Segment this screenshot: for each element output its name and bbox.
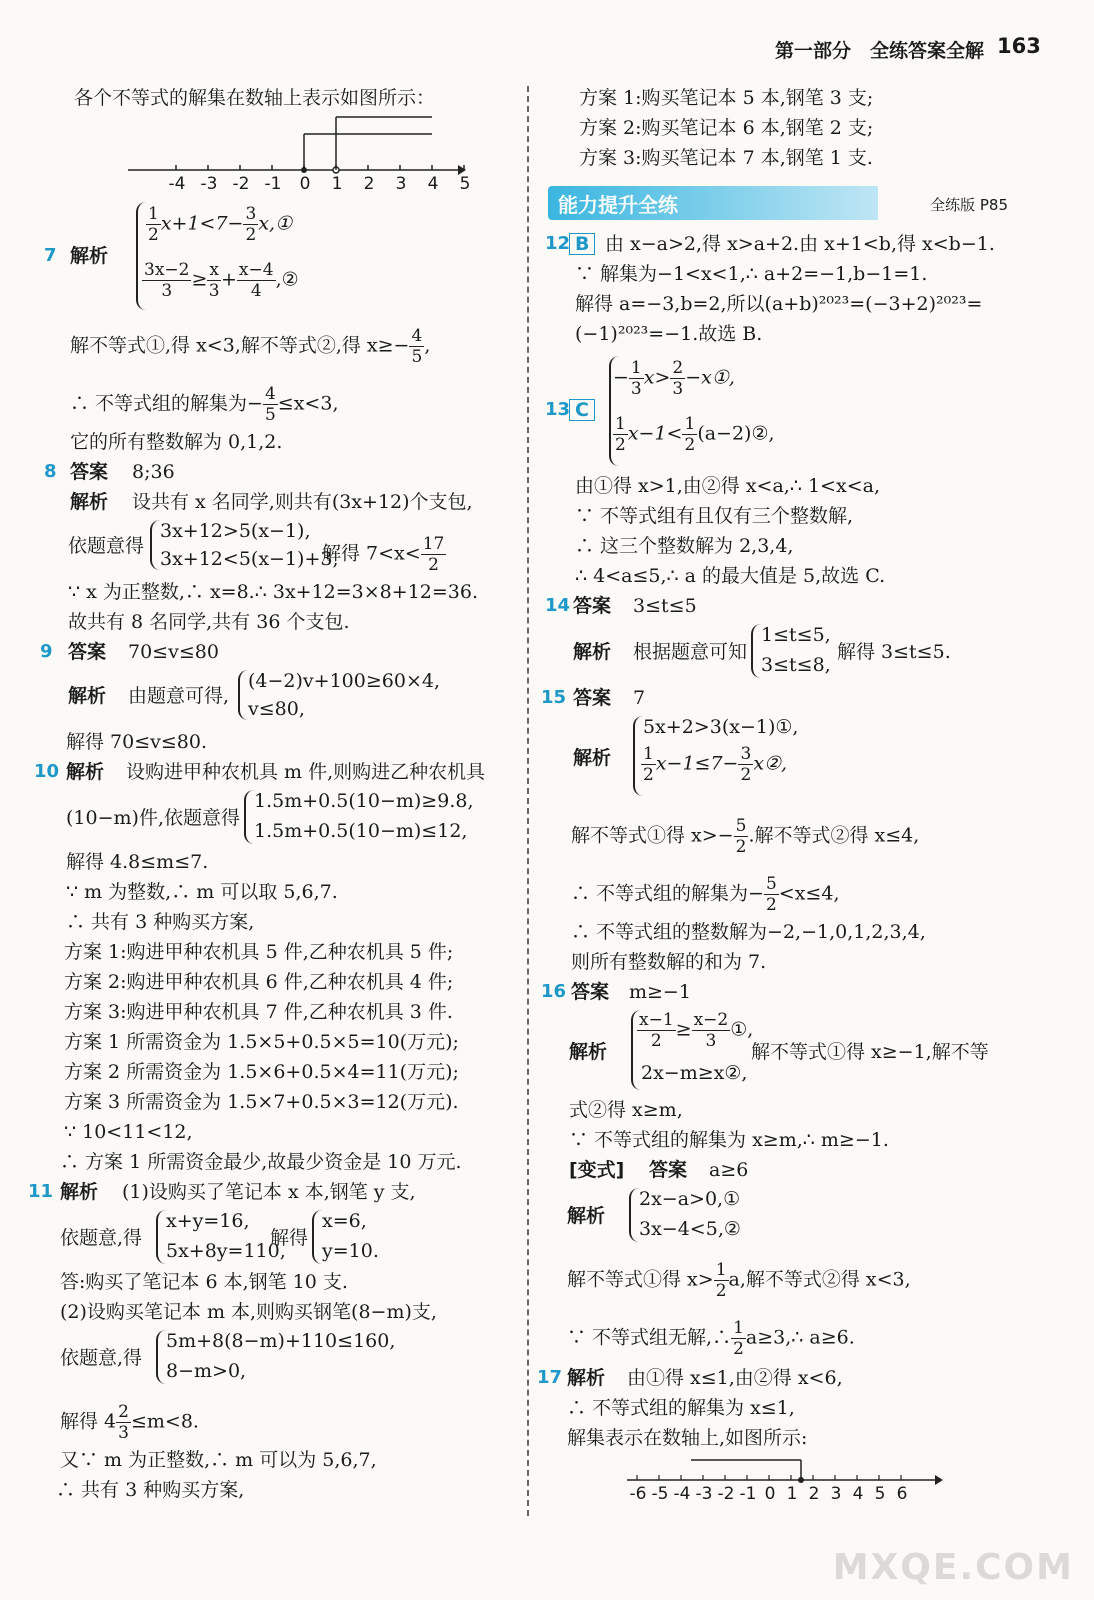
page-header [0,36,1094,66]
tick-label: 4 [852,1484,864,1504]
q14-answer-label: 答案 [573,595,612,617]
q11-system-2: x=6, y=10. [312,1210,402,1264]
q11-line6: 解得 4 $\frac{2}{3}$ ≤m<8. [60,1402,199,1443]
q15-line3: ∴ 不等式组的整数解为−2,−1,0,1,2,3,4, [571,921,926,943]
q8-system: 3x+12>5(x−1), 3x+12<5(x−1)+3, [150,520,330,570]
q12-line1: 由 x−a>2,得 x>a+2.由 x+1<b,得 x<b−1. [605,233,995,255]
q13-answer-box: C [569,396,595,424]
q13-line4: ∴ 4<a≤5,∴ a 的最大值是 5,故选 C. [575,565,886,587]
watermark: MXQE.COM [832,1547,1074,1588]
q11-line2: 依题意,得 [60,1227,143,1249]
q16-answer-label: 答案 [571,981,610,1003]
q10-line4: ∵ m 为整数,∴ m 可以取 5,6,7. [66,881,338,903]
tick-label: 1 [786,1484,798,1504]
q10-line13: ∴ 方案 1 所需资金最少,故最少资金是 10 万元. [60,1151,462,1173]
q8-solve: 解得 7<x< $\frac{17}{2}$ [322,534,445,575]
q17-line2: ∴ 不等式组的解集为 x≤1, [567,1397,795,1419]
q9-number: 9 [40,641,53,662]
q12-number: 12 [545,233,571,254]
q15-answer: 7 [633,687,646,709]
q15-line2: ∴ 不等式组的解集为− $\frac{5}{2}$ <x≤4, [571,874,840,915]
q16-number: 16 [541,981,567,1002]
q15-analysis-label: 解析 [573,747,612,769]
q10-line10: 方案 2 所需资金为 1.5×6+0.5×4=11(万元); [64,1061,459,1083]
q15-line4: 则所有整数解的和为 7. [571,951,767,973]
q10-line11: 方案 3 所需资金为 1.5×7+0.5×3=12(万元). [64,1091,459,1113]
q15-answer-label: 答案 [573,687,612,709]
banner-title: 能力提升全练 [558,193,678,217]
q10-line12: ∵ 10<11<12, [64,1121,193,1143]
q16-line1: 解不等式①得 x≥−1,解不等 [751,1041,989,1063]
intro-line: 各个不等式的解集在数轴上表示如图所示： [74,87,436,109]
q10-system: 1.5m+0.5(10−m)≥9.8, 1.5m+0.5(10−m)≤12, [244,790,504,844]
column-divider [527,86,529,1516]
q11-system-3: 5m+8(8−m)+110≤160, 8−m>0, [156,1330,416,1384]
q9-line2: 解得 70≤v≤80. [66,731,208,753]
number-line-1-labels [126,174,471,196]
q15-line1: 解不等式①得 x>− $\frac{5}{2}$ .解不等式②得 x≤4, [571,816,920,857]
q8-line3: ∵ x 为正整数,∴ x=8.∴ 3x+12=3×8+12=36. [68,581,479,603]
q13-line1: 由①得 x>1,由②得 x<a,∴ 1<x<a, [575,475,880,497]
q16-variant-system: 2x−a>0,① 3x−4<5,② [629,1188,759,1242]
q16-line2: 式②得 x≥m, [569,1099,683,1121]
q10-line5: ∴ 共有 3 种购买方案, [66,911,255,933]
q17-number: 17 [537,1367,563,1388]
tick-label: 0 [299,174,311,194]
q11-system-1: x+y=16, 5x+8y=110, [156,1210,306,1264]
tick-label: -1 [739,1484,757,1504]
q15-system: 5x+2>3(x−1)①, $\frac{1}{2}$ x−1≤7− $\frac{3}{2}$ x②, [633,716,843,796]
q8-answer-label: 答案 [70,461,109,483]
q16-line4: 解不等式①得 x> $\frac{1}{2}$ a,解不等式②得 x<3, [567,1260,911,1301]
q9-system: (4−2)v+100≥60×4, v≤80, [238,670,448,720]
q9-answer: 70≤v≤80 [128,641,219,663]
q8-line1: 设共有 x 名同学,则共有(3x+12)个支包, [132,491,473,513]
q17-line3: 解集表示在数轴上,如图所示: [567,1427,808,1449]
tick-label: 5 [459,174,471,194]
q15-number: 15 [541,687,567,708]
q12-line4: (−1)²⁰²³=−1.故选 B. [575,323,763,345]
q10-line7: 方案 2:购进甲种农机具 6 件,乙种农机具 4 件; [64,971,454,993]
q10-line6: 方案 1:购进甲种农机具 5 件,乙种农机具 5 件; [64,941,454,963]
q11-line7: 又∵ m 为正整数,∴ m 可以为 5,6,7, [60,1449,377,1471]
q10-line8: 方案 3:购进甲种农机具 7 件,乙种农机具 3 件. [64,1001,453,1023]
q9-answer-label: 答案 [68,641,107,663]
tick-label: 3 [830,1484,842,1504]
q9-analysis-label: 解析 [68,685,107,707]
q10-analysis-label: 解析 [66,761,105,783]
tick-label: -5 [651,1484,669,1504]
q7-line1: 解不等式①,得 x<3,解不等式②,得 x≥− $\frac{4}{5}$ , [70,326,431,367]
q7-line2: ∴ 不等式组的解集为− $\frac{4}{5}$ ≤x<3, [70,384,339,425]
q11-solve: 解得 [270,1227,309,1249]
page-number: 163 [997,34,1041,58]
q8-line2: 依题意得 [68,535,145,557]
q11-analysis-label: 解析 [60,1181,99,1203]
section-banner [548,186,1018,220]
q11-line3: 答:购买了笔记本 6 本,钢笔 10 支. [60,1271,348,1293]
q10-line2: (10−m)件,依题意得 [66,807,240,829]
section-title: 第一部分 全练答案全解 [775,40,985,62]
q16-answer: m≥−1 [629,981,691,1003]
q10-line1: 设购进甲种农机具 m 件,则购进乙种农机具 [126,761,486,783]
tick-label: -4 [673,1484,691,1504]
q14-number: 14 [545,595,571,616]
q14-line1: 根据题意可知 [633,641,748,663]
q16-system: $\frac{x-1}{2}$ ≥ $\frac{x-2}{3}$ ①, 2x−m≥x②, [631,1010,761,1090]
tick-label: -2 [232,174,250,194]
q11-number: 11 [28,1181,54,1202]
q12-line2: ∵ 解集为−1<x<1,∴ a+2=−1,b−1=1. [575,263,928,285]
tick-label: 6 [896,1484,908,1504]
q13-number: 13 [545,399,571,420]
q8-answer: 8;36 [132,461,175,483]
q17-line1: 由①得 x≤1,由②得 x<6, [627,1367,843,1389]
q16-variant-answer-label: 答案 [649,1159,688,1181]
q11-line1: (1)设购买了笔记本 x 本,钢笔 y 支, [122,1181,416,1203]
tick-label: -3 [695,1484,713,1504]
tick-label: 1 [331,174,343,194]
q13-line2: ∵ 不等式组有且仅有三个整数解, [575,505,854,527]
q14-analysis-label: 解析 [573,641,612,663]
q11-line5: 依题意,得 [60,1347,143,1369]
q10-line9: 方案 1 所需资金为 1.5×5+0.5×5=10(万元); [64,1031,459,1053]
q13-system: − $\frac{1}{3}$ x> $\frac{2}{3}$ −x①, $\frac{1}{2}$ x−1< $\frac{1}{2}$ (a−2)②, [609,356,819,466]
tick-label: 2 [808,1484,820,1504]
q8-number: 8 [44,461,57,482]
q11-line8: ∴ 共有 3 种购买方案, [56,1479,245,1501]
tick-label: 4 [427,174,439,194]
q12-line3: 解得 a=−3,b=2,所以(a+b)²⁰²³=(−3+2)²⁰²³= [575,293,983,315]
tick-label: 2 [363,174,375,194]
q7-system: $\frac{1}{2}$ x+1<7− $\frac{3}{2}$ x,① $\frac{3x-2}{3}$ ≥ $\frac{x}{3}$ + $\frac{x-4}{4}$ ,② [136,202,366,310]
q7-label: 解析 [70,245,109,267]
q16-analysis-label: 解析 [569,1041,608,1063]
banner-reference: 全练版 P85 [930,196,1008,214]
tick-label: -3 [200,174,218,194]
q14-solve: 解得 3≤t≤5. [837,641,951,663]
r-line1: 方案 1:购买笔记本 5 本,钢笔 3 支; [579,87,874,109]
tick-label: -1 [264,174,282,194]
q12-answer-box: B [569,230,595,258]
q16-line3: ∵ 不等式组的解集为 x≥m,∴ m≥−1. [569,1129,889,1151]
tick-label: 5 [874,1484,886,1504]
q9-line1: 由题意可得, [128,685,230,707]
tick-label: 0 [764,1484,776,1504]
q14-system: 1≤t≤5, 3≤t≤8, [751,624,841,678]
q8-line4: 故共有 8 名同学,共有 36 个支包. [68,611,350,633]
q16-variant-label: [变式] [569,1159,625,1181]
q16-variant-answer: a≥6 [709,1159,749,1181]
q7-line3: 它的所有整数解为 0,1,2. [70,431,283,453]
q16-variant-analysis-label: 解析 [567,1205,606,1227]
q7-number: 7 [44,245,57,266]
q13-line3: ∴ 这三个整数解为 2,3,4, [575,535,794,557]
q14-answer: 3≤t≤5 [633,595,697,617]
q11-line4: (2)设购买笔记本 m 本,则购买钢笔(8−m)支, [60,1301,437,1323]
q10-line3: 解得 4.8≤m≤7. [66,851,209,873]
r-line3: 方案 3:购买笔记本 7 本,钢笔 1 支. [579,147,873,169]
r-line2: 方案 2:购买笔记本 6 本,钢笔 2 支; [579,117,874,139]
q17-analysis-label: 解析 [567,1367,606,1389]
q8-analysis-label: 解析 [70,491,109,513]
number-line-2-labels [625,1484,945,1506]
tick-label: -2 [717,1484,735,1504]
tick-label: -6 [629,1484,647,1504]
q10-number: 10 [34,761,60,782]
tick-label: 3 [395,174,407,194]
tick-label: -4 [168,174,186,194]
q16-line5: ∵ 不等式组无解,∴ $\frac{1}{2}$ a≥3,∴ a≥6. [567,1318,855,1359]
